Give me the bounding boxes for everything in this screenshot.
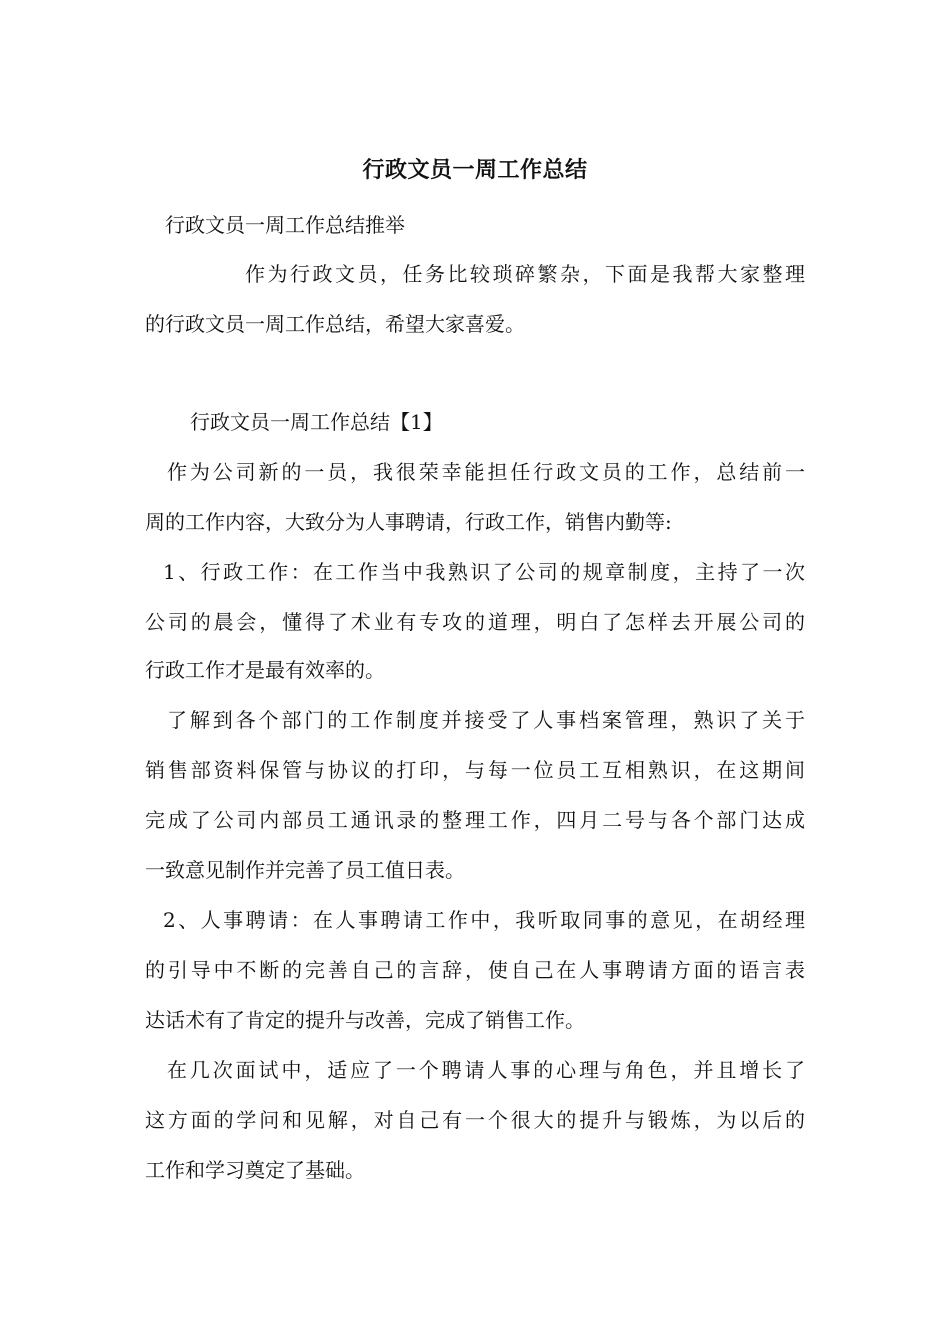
document-title: 行政文员一周工作总结: [362, 157, 588, 183]
paragraph-5-line-1: 在几次面试中，适应了一个聘请人事的心理与角色，并且增长了: [167, 1058, 805, 1082]
paragraph-4-line-3: 达话术有了肯定的提升与改善，完成了销售工作。: [145, 1008, 585, 1032]
paragraph-5-line-2: 这方面的学问和见解，对自己有一个很大的提升与锻炼，为以后的: [145, 1108, 805, 1132]
paragraph-3-line-3: 完成了公司内部员工通讯录的整理工作，四月二号与各个部门达成: [145, 808, 805, 832]
paragraph-1-line-2: 周的工作内容，大致分为人事聘请，行政工作，销售内勤等:: [145, 510, 672, 534]
paragraph-2-line-1: 1、行政工作：在工作当中我熟识了公司的规章制度，主持了一次: [163, 560, 805, 584]
intro-line-2: 的行政文员一周工作总结，希望大家喜爱。: [145, 312, 525, 336]
intro-line-1: 作为行政文员，任务比较琐碎繁杂，下面是我帮大家整理: [245, 262, 805, 286]
document-subtitle: 行政文员一周工作总结推举: [165, 213, 405, 237]
paragraph-1-line-1: 作为公司新的一员，我很荣幸能担任行政文员的工作，总结前一: [167, 460, 805, 484]
paragraph-4-line-1: 2、人事聘请：在人事聘请工作中，我听取同事的意见，在胡经理: [163, 908, 805, 932]
paragraph-3-line-2: 销售部资料保管与协议的打印，与每一位员工互相熟识，在这期间: [145, 758, 805, 782]
paragraph-2-line-2: 公司的晨会，懂得了术业有专攻的道理，明白了怎样去开展公司的: [145, 610, 805, 634]
paragraph-3-line-4: 一致意见制作并完善了员工值日表。: [145, 858, 465, 882]
paragraph-2-line-3: 行政工作才是最有效率的。: [145, 658, 385, 682]
paragraph-4-line-2: 的引导中不断的完善自己的言辞，使自己在人事聘请方面的语言表: [145, 958, 805, 982]
section-heading: 行政文员一周工作总结【1】: [190, 410, 443, 434]
paragraph-3-line-1: 了解到各个部门的工作制度并接受了人事档案管理，熟识了关于: [167, 708, 805, 732]
paragraph-5-line-3: 工作和学习奠定了基础。: [145, 1158, 365, 1182]
